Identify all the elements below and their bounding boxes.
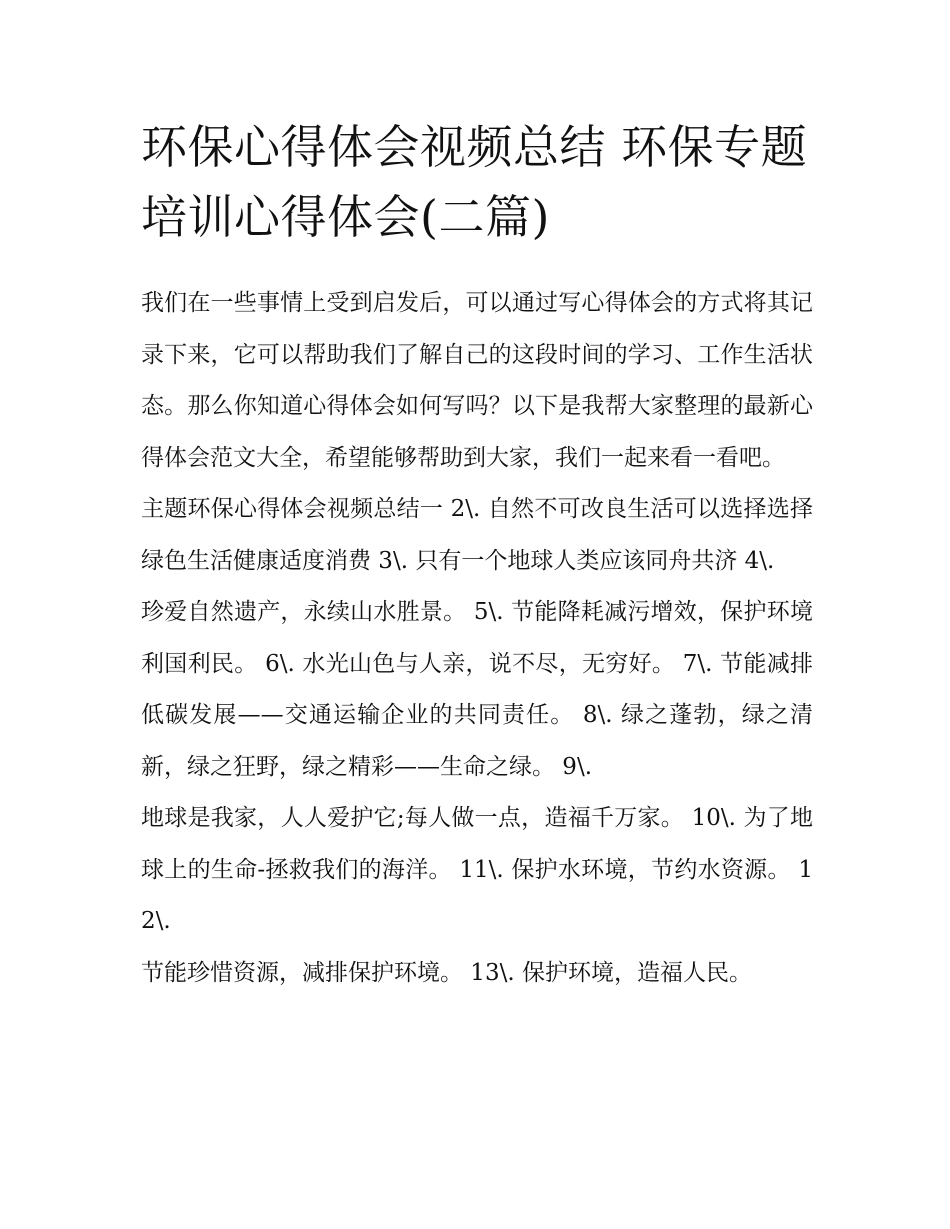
intro-paragraph: 我们在一些事情上受到启发后，可以通过写心得体会的方式将其记录下来，它可以帮助我们了解自己的这段时间的学习、工作生活状态。那么你知道心得体会如何写吗？以下是我帮大家整理的最新心得体会范文大全，希望能够帮助到大家，我们一起来看一看吧。 — [141, 290, 813, 471]
body-paragraph-3: 地球是我家，人人爱护它;每人做一点，造福千万家。 10\. 为了地球上的生命-拯救我们的海洋。 11\. 保护水环境，节约水资源。 12\. — [141, 805, 813, 934]
body-paragraph-1: 主题环保心得体会视频总结一 2\. 自然不可改良生活可以选择选择绿色生活健康适度消费 3\. 只有一个地球人类应该同舟共济 4\. — [141, 496, 813, 574]
document-body — [141, 278, 813, 999]
body-paragraph-2: 珍爱自然遗产，永续山水胜景。 5\. 节能降耗减污增效，保护环境利国利民。 6\. 水光山色与人亲，说不尽，无穷好。 7\. 节能减排低碳发展——交通运输企业的共同责任。 8\. 绿之蓬勃，绿之清新，绿之狂野，绿之精彩——生命之绿。 9\. — [141, 599, 813, 780]
body-paragraph-4: 节能珍惜资源，减排保护环境。 13\. 保护环境，造福人民。 — [141, 959, 752, 986]
document-title: 环保心得体会视频总结 环保专题培训心得体会(二篇) — [141, 120, 808, 244]
document-content — [141, 112, 813, 999]
